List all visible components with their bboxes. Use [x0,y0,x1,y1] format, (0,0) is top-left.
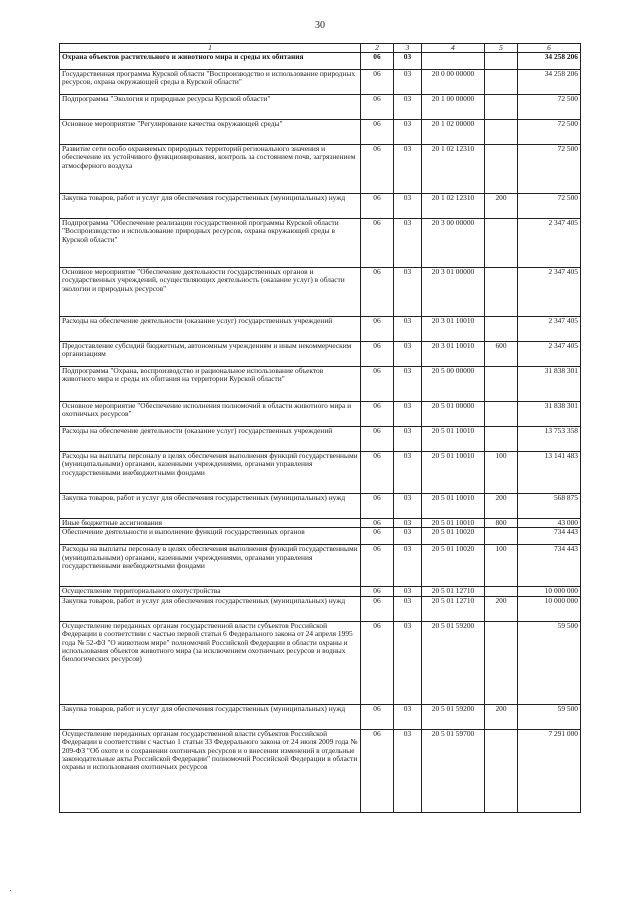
row-expense-type [485,317,518,342]
table-row [60,528,581,545]
row-name: Закупка товаров, работ и услуг для обеспечения государственных (муниципальных) нужд [60,194,361,219]
row-name: Подпрограмма "Обеспечение реализации государственной программы Курской области "Воспроизводство и использование природных ресурсов, охрана окружающей среды в Курской области" [60,219,361,268]
table-row [60,268,581,317]
table-row [60,317,581,342]
row-section: 06 [361,621,394,704]
budget-table [59,43,581,813]
row-expense-type: 200 [485,194,518,219]
row-subsection: 03 [394,596,422,621]
row-section: 06 [361,53,394,70]
row-name: Закупка товаров, работ и услуг для обеспечения государственных (муниципальных) нужд [60,596,361,621]
row-subsection: 03 [394,120,422,145]
row-subsection: 03 [394,342,422,367]
row-subsection: 03 [394,317,422,342]
row-amount: 31 838 301 [518,367,581,402]
row-target-article: 20 5 01 10020 [422,528,485,545]
row-amount: 10 000 000 [518,596,581,621]
row-amount: 2 347 405 [518,268,581,317]
row-section: 06 [361,367,394,402]
row-target-article: 20 5 01 10020 [422,545,485,587]
row-section: 06 [361,70,394,95]
row-amount: 34 258 206 [518,70,581,95]
row-subsection: 03 [394,402,422,427]
row-subsection: 03 [394,704,422,729]
table-row [60,120,581,145]
row-expense-type [485,268,518,317]
page-number: 30 [315,20,325,31]
row-expense-type: 600 [485,342,518,367]
row-section: 06 [361,704,394,729]
row-target-article: 20 1 02 12310 [422,194,485,219]
row-target-article: 20 5 01 10010 [422,452,485,494]
row-amount: 72 500 [518,120,581,145]
row-expense-type [485,587,518,596]
row-name: Расходы на обеспечение деятельности (оказание услуг) государственных учреждений [60,317,361,342]
table-row [60,219,581,268]
table-row [60,587,581,596]
row-subsection: 03 [394,427,422,452]
row-amount: 13 141 483 [518,452,581,494]
row-target-article: 20 1 02 12310 [422,145,485,194]
column-header: 5 [485,44,518,53]
row-target-article: 20 5 01 10010 [422,427,485,452]
table-row [60,704,581,729]
row-target-article: 20 5 01 59200 [422,704,485,729]
row-amount: 34 258 206 [518,53,581,70]
row-section: 06 [361,402,394,427]
table-row [60,545,581,587]
row-section: 06 [361,120,394,145]
row-target-article: 20 5 01 10010 [422,519,485,528]
row-section: 06 [361,729,394,812]
row-expense-type: 800 [485,519,518,528]
row-name: Иные бюджетные ассигнования [60,519,361,528]
row-section: 06 [361,145,394,194]
row-expense-type [485,70,518,95]
row-expense-type [485,95,518,120]
column-header: 4 [422,44,485,53]
row-section: 06 [361,427,394,452]
table-row [60,494,581,519]
column-header: 2 [361,44,394,53]
row-subsection: 03 [394,519,422,528]
column-header: 6 [518,44,581,53]
row-amount: 72 500 [518,145,581,194]
row-subsection: 03 [394,95,422,120]
row-name: Расходы на выплаты персоналу в целях обеспечения выполнения функций государственными (муниципальными) органами, казенными учреждениями, органами управления государственными внебюджетными фондами [60,545,361,587]
row-name: Осуществление переданных органам государственной власти субъектов Российской Федерации в соответствии с частью 1 статьи 33 Федерального закона от 24 июля 2009 года № 209-ФЗ "Об охоте и о сохранении охотничьих ресурсов и о внесении изменений в отдельные законодательные акты Российской Федерации" полномочий Российской Федерации в области охраны и использования охотничьих ресурсов [60,729,361,812]
row-section: 06 [361,519,394,528]
row-expense-type [485,145,518,194]
row-section: 06 [361,342,394,367]
table-row [60,145,581,194]
row-expense-type [485,729,518,812]
row-name: Закупка товаров, работ и услуг для обеспечения государственных (муниципальных) нужд [60,494,361,519]
row-target-article: 20 3 01 00000 [422,268,485,317]
budget-table-body [60,44,581,813]
row-section: 06 [361,194,394,219]
row-expense-type [485,528,518,545]
row-expense-type: 100 [485,545,518,587]
row-name: Осуществление переданных органам государственной власти субъектов Российской Федерации в соответствии с частью первой статьи 6 Федерального закона от 24 апреля 1995 года № 52-ФЗ "О животном мире" полномочий Российской Федерации в области охраны и использования объектов животного мира (за исключением охотничьих ресурсов и водных биологических ресурсов) [60,621,361,704]
row-subsection: 03 [394,194,422,219]
row-name: Расходы на обеспечение деятельности (оказание услуг) государственных учреждений [60,427,361,452]
row-subsection: 03 [394,145,422,194]
row-subsection: 03 [394,268,422,317]
row-subsection: 03 [394,621,422,704]
row-expense-type [485,621,518,704]
row-amount: 7 291 000 [518,729,581,812]
row-expense-type [485,402,518,427]
row-target-article: 20 5 01 00000 [422,402,485,427]
row-subsection: 03 [394,452,422,494]
row-target-article: 20 3 01 10010 [422,342,485,367]
row-expense-type [485,367,518,402]
row-expense-type [485,120,518,145]
row-subsection: 03 [394,729,422,812]
row-target-article: 20 5 00 00000 [422,367,485,402]
row-subsection: 03 [394,367,422,402]
row-subsection: 03 [394,494,422,519]
row-expense-type: 200 [485,596,518,621]
row-name: Основное мероприятие "Обеспечение деятельности государственных органов и государственных учреждений, осуществляющих деятельность (оказание услуг) в области экологии и природных ресурсов" [60,268,361,317]
row-section: 06 [361,219,394,268]
row-name: Предоставление субсидий бюджетным, автономным учреждениям и иным некоммерческим организациям [60,342,361,367]
table-row [60,53,581,70]
table-row [60,729,581,812]
table-row [60,95,581,120]
row-section: 06 [361,587,394,596]
row-target-article: 20 5 01 10010 [422,494,485,519]
row-section: 06 [361,95,394,120]
row-target-article: 20 3 00 00000 [422,219,485,268]
row-subsection: 03 [394,587,422,596]
row-amount: 2 347 405 [518,219,581,268]
row-target-article: 20 5 01 12710 [422,596,485,621]
row-expense-type: 100 [485,452,518,494]
row-name: Осуществление территориального охотустройства [60,587,361,596]
row-target-article: 20 1 02 00000 [422,120,485,145]
table-row [60,452,581,494]
row-amount: 2 347 405 [518,342,581,367]
row-expense-type: 200 [485,704,518,729]
row-amount: 43 000 [518,519,581,528]
row-target-article: 20 5 01 59200 [422,621,485,704]
table-row [60,427,581,452]
row-expense-type [485,427,518,452]
row-name: Расходы на выплаты персоналу в целях обеспечения выполнения функций государственными (муниципальными) органами, казенными учреждениями, органами управления государственными внебюджетными фондами [60,452,361,494]
row-amount: 10 000 000 [518,587,581,596]
row-target-article: 20 5 01 59700 [422,729,485,812]
row-target-article: 20 0 00 00000 [422,70,485,95]
row-name: Основное мероприятие "Обеспечение исполнения полномочий в области животного мира и охотничьих ресурсов" [60,402,361,427]
row-target-article: 20 5 01 12710 [422,587,485,596]
row-amount: 13 753 358 [518,427,581,452]
row-expense-type [485,219,518,268]
row-subsection: 03 [394,545,422,587]
table-row [60,596,581,621]
row-name: Обеспечение деятельности и выполнение функций государственных органов [60,528,361,545]
row-name: Подпрограмма "Экология и природные ресурсы Курской области" [60,95,361,120]
row-target-article: 20 3 01 10010 [422,317,485,342]
row-amount: 734 443 [518,545,581,587]
row-amount: 31 838 301 [518,402,581,427]
table-row [60,194,581,219]
column-header: 1 [60,44,361,53]
row-section: 06 [361,545,394,587]
column-header: 3 [394,44,422,53]
row-expense-type [485,53,518,70]
row-name: Основное мероприятие "Регулирование качества окружающей среды" [60,120,361,145]
row-amount: 59 500 [518,704,581,729]
row-amount: 734 443 [518,528,581,545]
row-subsection: 03 [394,70,422,95]
row-section: 06 [361,317,394,342]
row-section: 06 [361,452,394,494]
row-section: 06 [361,528,394,545]
row-name: Охрана объектов растительного и животного мира и среды их обитания [60,53,361,70]
row-target-article: 20 1 00 00000 [422,95,485,120]
row-name: Развитие сети особо охраняемых природных территорий регионального значения и обеспечение их устойчивого функционирования, контроль за состоянием почв, загрязнением атмосферного воздуха [60,145,361,194]
scan-speck [10,890,11,891]
row-section: 06 [361,596,394,621]
table-row [60,367,581,402]
row-expense-type: 200 [485,494,518,519]
table-row [60,342,581,367]
table-row [60,70,581,95]
row-name: Подпрограмма "Охрана, воспроизводство и рациональное использование объектов животного мира и среды их обитания на территории Курской области" [60,367,361,402]
row-name: Закупка товаров, работ и услуг для обеспечения государственных (муниципальных) нужд [60,704,361,729]
row-subsection: 03 [394,528,422,545]
row-subsection: 03 [394,219,422,268]
row-subsection: 03 [394,53,422,70]
row-section: 06 [361,494,394,519]
row-name: Государственная программа Курской области "Воспроизводство и использование природных ресурсов, охрана окружающей среды в Курской области" [60,70,361,95]
row-amount: 72 500 [518,194,581,219]
table-row [60,402,581,427]
row-amount: 59 500 [518,621,581,704]
row-section: 06 [361,268,394,317]
row-amount: 568 875 [518,494,581,519]
row-amount: 72 500 [518,95,581,120]
row-amount: 2 347 405 [518,317,581,342]
table-row [60,621,581,704]
row-target-article [422,53,485,70]
